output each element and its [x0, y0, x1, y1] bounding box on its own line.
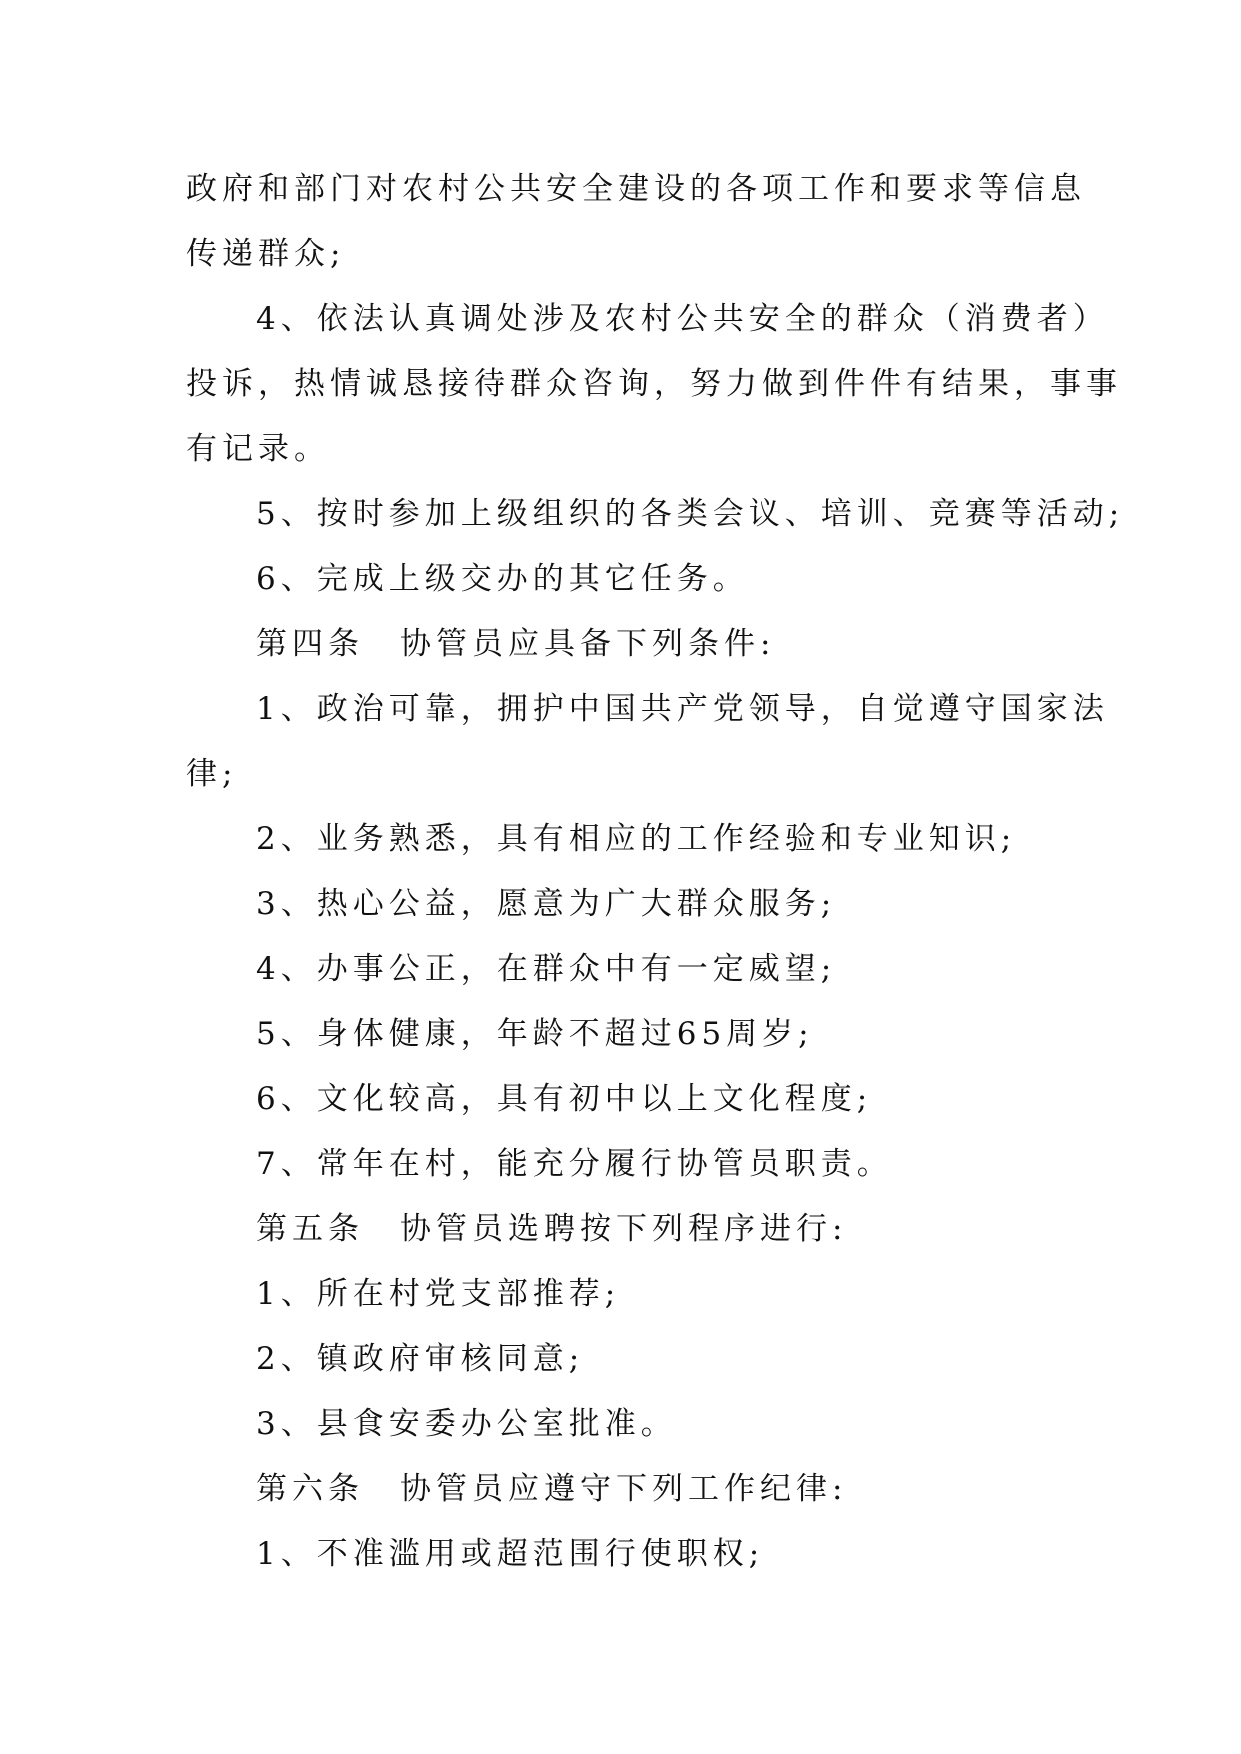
- list-item: 4、办事公正，在群众中有一定威望;: [256, 951, 837, 987]
- article-heading-line: [186, 1197, 1066, 1262]
- list-item: 1、政治可靠，拥护中国共产党领导，自觉遵守国家法: [256, 691, 1109, 727]
- document-body: [186, 157, 1125, 1587]
- list-item: 2、业务熟悉，具有相应的工作经验和专业知识;: [256, 821, 1017, 857]
- list-item: 1、不准滥用或超范围行使职权;: [256, 1536, 765, 1572]
- paragraph-line: 投诉，热情诚恳接待群众咨询，努力做到件件有结果，事事: [186, 366, 1122, 402]
- article-text: 协管员应遵守下列工作纪律:: [400, 1471, 848, 1507]
- list-item: 6、文化较高，具有初中以上文化程度;: [256, 1081, 873, 1117]
- article-number: 第五条: [256, 1211, 364, 1247]
- list-item: 5、按时参加上级组织的各类会议、培训、竞赛等活动;: [256, 496, 1125, 532]
- article-heading-line: [186, 612, 1066, 677]
- paragraph-line: 传递群众;: [186, 236, 346, 272]
- list-item: 6、完成上级交办的其它任务。: [256, 561, 749, 597]
- list-item: 3、县食安委办公室批准。: [256, 1406, 677, 1442]
- list-item: 1、所在村党支部推荐;: [256, 1276, 621, 1312]
- list-item: 7、常年在村，能充分履行协管员职责。: [256, 1146, 893, 1182]
- list-item: 2、镇政府审核同意;: [256, 1341, 585, 1377]
- list-item: 3、热心公益，愿意为广大群众服务;: [256, 886, 837, 922]
- paragraph-line: 律;: [186, 756, 238, 792]
- article-heading-line: [186, 1457, 1066, 1522]
- article-text: 协管员应具备下列条件:: [400, 626, 776, 662]
- article-number: 第四条: [256, 626, 364, 662]
- article-number: 第六条: [256, 1471, 364, 1507]
- paragraph-line: 政府和部门对农村公共安全建设的各项工作和要求等信息: [186, 171, 1086, 207]
- list-item: 4、依法认真调处涉及农村公共安全的群众（消费者）: [256, 301, 1109, 337]
- article-text: 协管员选聘按下列程序进行:: [400, 1211, 848, 1247]
- list-item: 5、身体健康，年龄不超过65周岁;: [256, 1016, 814, 1052]
- paragraph-line: 有记录。: [186, 431, 330, 467]
